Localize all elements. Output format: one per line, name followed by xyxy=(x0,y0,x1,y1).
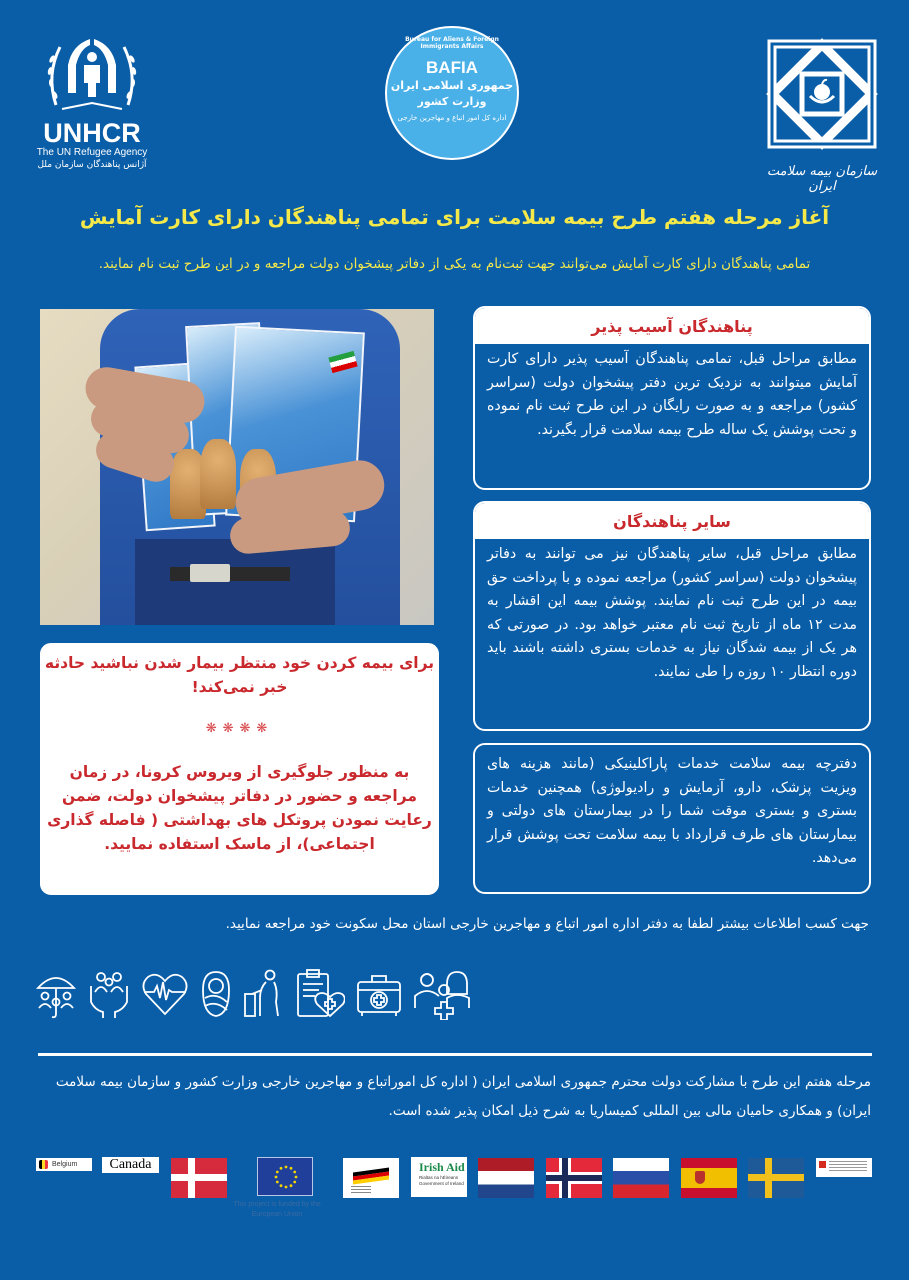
denmark-flag xyxy=(171,1158,227,1198)
medical-staff-icon xyxy=(413,968,473,1020)
coverage-info-card xyxy=(473,743,871,894)
unhcr-name: UNHCR xyxy=(43,118,141,148)
covid-protocol-text: به منظور جلوگیری از ویروس کرونا، در زمان مراجعه و حضور در دفاتر پیشخوان دولت، ضمن رعایت نمودن پروتکل های بهداشتی ( فاصله گذاری اجتماعی)، از ماسک استفاده نمایید. xyxy=(47,763,432,853)
belgium-logo xyxy=(36,1158,92,1171)
switzerland-logo xyxy=(816,1158,872,1177)
elderly-walker-icon xyxy=(242,968,286,1020)
bafia-logo xyxy=(385,26,519,160)
ihio-emblem-icon xyxy=(762,34,882,154)
canada-label: Canada xyxy=(109,1157,152,1172)
more-info-text: جهت کسب اطلاعات بیشتر لطفا به دفتر اداره امور اتباع و مهاجرین خارجی استان محل سکونت خود مراجعه نمایید. xyxy=(225,916,869,932)
bafia-line1: جمهوری اسلامی ایران xyxy=(390,79,514,92)
footer-sponsorship-text: مرحله هفتم این طرح با مشارکت دولت محترم جمهوری اسلامی ایران ( اداره کل اموراتباع و مهاجرین خارجی وزارت کشور و سازمان بیمه سلامت ایران) و همکاری حامیان مالی بین المللی کمیساریا به شرح ذیل امکان پذیر شده است. xyxy=(55,1074,871,1119)
eu-stars-icon xyxy=(258,1158,314,1197)
belgium-label: Belgium xyxy=(52,1161,78,1168)
swiss-cross-icon xyxy=(819,1161,826,1168)
bafia-ring-text: Bureau for Aliens & Foreign Immigrants Affairs xyxy=(405,36,499,50)
clipboard-heart-icon xyxy=(295,968,345,1020)
separator-stars: ❋❋❋❋ xyxy=(205,721,274,736)
baby-icon xyxy=(199,968,233,1020)
irish-aid-label: Irish Aid xyxy=(419,1160,465,1174)
heart-pulse-icon xyxy=(140,968,190,1020)
other-refugees-card xyxy=(473,501,871,731)
norway-flag xyxy=(546,1158,602,1198)
services-icons-row xyxy=(34,968,473,1020)
bafia-line2: وزارت کشور xyxy=(417,95,487,108)
netherlands-flag xyxy=(478,1158,534,1198)
eu-flag xyxy=(257,1157,313,1196)
germany-logo xyxy=(343,1158,399,1198)
spain-coat-of-arms-icon xyxy=(695,1171,705,1184)
umbrella-family-icon xyxy=(34,968,78,1020)
irish-aid-subtitle: Rialtas na hÉireann Government of Ireland xyxy=(419,1175,464,1186)
card-heading: سایر پناهندگان xyxy=(475,503,869,539)
sweden-flag xyxy=(748,1158,804,1198)
russia-flag xyxy=(613,1158,669,1198)
insurance-booklets-photo xyxy=(37,306,437,628)
iran-health-insurance-logo xyxy=(752,34,892,194)
card-body: مطابق مراحل قبل، تمامی پناهندگان آسیب پذیر دارای کارت آمایش میتوانند به نزدیک ترین دفتر پیشخوان دولت (سراسر کشور) مراجعه و به صورت رایگان در این طرح ثبت نام نموده و تحت پوشش یک ساله طرح بیمه سلامت قرار بگیرند. xyxy=(475,344,869,448)
bafia-acronym: BAFIA xyxy=(426,58,478,77)
covid-warning-box xyxy=(37,640,442,898)
unhcr-subtitle: The UN Refugee Agency xyxy=(36,147,148,158)
card-heading: پناهندگان آسیب پذیر xyxy=(475,308,869,344)
card-body: دفترچه بیمه سلامت خدمات پاراکلینیکی (مانند هزینه های ویزیت پزشک، دارو، آزمایش و رادیولوژی) همچنین خدمات بستری و بستری موقت شما را در بیمارستان های دولتی و بیمارستان های طرف قرارداد با بیمه سلامت تحت پوشش قرار می‌دهد. xyxy=(475,745,869,877)
irish-aid-logo xyxy=(411,1157,467,1197)
vulnerable-refugees-card xyxy=(473,306,871,490)
unhcr-emblem-icon xyxy=(42,35,142,117)
unhcr-logo xyxy=(32,35,152,172)
footer-divider xyxy=(38,1053,872,1056)
eu-funding-note: This project is funded by the European Union xyxy=(233,1201,321,1218)
spain-flag xyxy=(681,1158,737,1198)
medical-kit-icon xyxy=(354,968,404,1020)
canada-logo xyxy=(102,1157,159,1173)
page-subtitle: تمامی پناهندگان دارای کارت آمایش می‌توانند جهت ثبت‌نام به یکی از دفاتر پیشخوان دولت مراجعه و در این طرح ثبت نام نمایند. xyxy=(98,256,811,272)
unhcr-persian-name: آژانس پناهندگان سازمان ملل xyxy=(37,160,147,170)
ihio-persian-name: سازمان بیمه سلامت ایران xyxy=(766,164,878,194)
card-body: مطابق مراحل قبل، سایر پناهندگان نیز می توانند به دفاتر پیشخوان دولت (سراسر کشور) مراجعه نموده و با پرداخت حق بیمه در این طرح ثبت نام نمایند. پوشش بیمه این اقشار به مدت ۱۲ ماه از تاریخ ثبت نام معتبر خواهد بود. در صورتی که هر یک از بیمه شدگان نیاز به خدمات بستری داشته باشند باید دوره انتظار ۱۰ روزه را طی نمایند. xyxy=(475,539,869,690)
hands-family-icon xyxy=(87,968,131,1020)
bafia-line3: اداره کل امور اتباع و مهاجرین خارجی xyxy=(397,114,507,122)
page-title: آغاز مرحله هفتم طرح بیمه سلامت برای تمامی پناهندگان دارای کارت آمایش xyxy=(79,205,830,229)
insurance-reminder-text: برای بیمه کردن خود منتظر بیمار شدن نباشید حادثه خبر نمی‌کند! xyxy=(44,654,435,696)
